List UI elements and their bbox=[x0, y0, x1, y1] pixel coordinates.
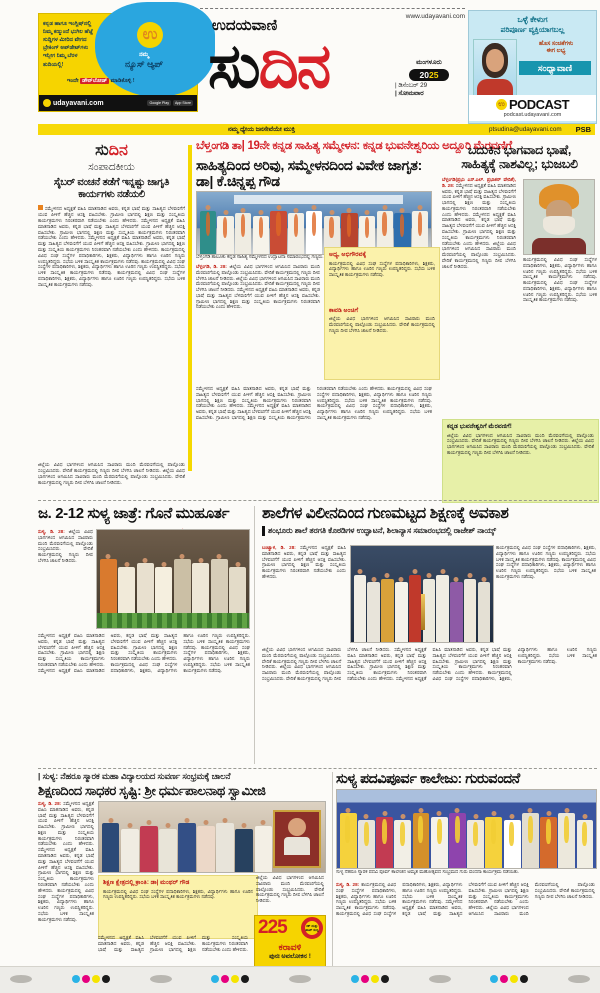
editorial-headline: ಸೈಬರ್ ವಂಚನೆ ತಡೆಗೆ ಇನ್ನಷ್ಟು ಜಾಗೃತಿ ಕಾರ್ಯಗಳು ನಡೆಯಲಿ bbox=[53, 177, 170, 201]
podcast-bottom bbox=[469, 95, 596, 121]
jatre-body-lower bbox=[38, 633, 250, 761]
mid-band-separator bbox=[38, 500, 597, 501]
portrait-body bbox=[532, 238, 585, 254]
photo-person-figure bbox=[235, 829, 253, 872]
reg-oval bbox=[10, 975, 32, 983]
photo-person-figure bbox=[270, 211, 286, 254]
green-box-title: ಕನ್ನಡ ಭುವನೇಶ್ವರಿಗೆ ಮೆರವಣಿಗೆ! bbox=[447, 423, 512, 430]
reg-oval bbox=[429, 975, 451, 983]
lead-yellow-box bbox=[324, 247, 440, 380]
podcast-ad[interactable] bbox=[468, 10, 597, 124]
second-dateline: ಬೆಳ್ತಂಗಡಿ(ಪ್ರಭು ಎಸ್.ಎಲ್. ಪ್ರಭಾಕರ್ ವೇದಿಕೆ), ಡಿ. 28: bbox=[442, 177, 516, 188]
photo-person-figure bbox=[216, 823, 234, 872]
cyan-dot bbox=[72, 975, 80, 983]
photo-person-figure bbox=[522, 813, 539, 868]
podcast-avail bbox=[519, 41, 593, 55]
lead-box-text2: ಜಿಲ್ಲೆಯ ವಿವಿಧ ಭಾಗಗಳಿಂದ ಆಗಮಿಸಿದ ಸಾವಿರಾರು ಮಂದಿ ಮೆರವಣಿಗೆಯಲ್ಲಿ ಪಾಲ್ಗೊಂಡು ಸಂಭ್ರಮಿಸಿದರು. ವೇದಿಕೆ ಕಾರ್ಯಕ್ರಮದಲ್ಲಿ ಗಣ್ಯರು ದೀಪ ಬೆಳಗಿಸಿ ಚಾಲನೆ ನೀಡಿದರು. bbox=[329, 316, 435, 333]
lead-body-text: ಸಮ್ಮೇಳನದ ಅಧ್ಯಕ್ಷತೆ ವಹಿಸಿ ಮಾತನಾಡಿದ ಅವರು, ಕನ್ನಡ ಭಾಷೆ ಮತ್ತು ಸಾಹಿತ್ಯದ ಬೆಳವಣಿಗೆಗೆ ಯುವ ಪೀಳಿಗೆ ಹೆಚ್ಚಿನ ಆಸಕ್ತಿ ವಹಿಸಬೇಕು. ಗ್ರಾಮೀಣ ಭಾಗದಲ್ಲಿ ಶಿಕ್ಷಣ ಮತ್ತು ಸಂಸ್ಕೃತಿಯ ಕಾರ್ಯಕ್ರಮಗಳು ನಿರಂತರವಾಗಿ ನಡೆಯಬೇಕು ಎಂದು ಹೇಳಿದರು. ಸಮ್ಮೇಳನದ ಅಧ್ಯಕ್ಷತೆ ವಹಿಸಿ ಮಾತನಾಡಿದ ಅವರು, ಕನ್ನಡ ಭಾಷೆ ಮತ್ತು ಸಾಹಿತ್ಯದ ಬೆಳವಣಿಗೆಗೆ ಯುವ ಪೀಳಿಗೆ ಹೆಚ್ಚಿನ ಆಸಕ್ತಿ ವಹಿಸಬೇಕು. ಗ್ರಾಮೀಣ ಭಾಗದಲ್ಲಿ ಶಿಕ್ಷಣ ಮತ್ತು ಸಂಸ್ಕೃತಿಯ ಕಾರ್ಯಕ್ರಮಗಳು ನಿರಂತರವಾಗಿ ನಡೆಯಬೇಕು ಎಂದು ಹೇಳಿದರು. bbox=[196, 386, 388, 420]
photo-person-figure bbox=[436, 575, 448, 642]
jatre-body-text: ಸಮ್ಮೇಳನದ ಅಧ್ಯಕ್ಷತೆ ವಹಿಸಿ ಮಾತನಾಡಿದ ಅವರು, ಕನ್ನಡ ಭಾಷೆ ಮತ್ತು ಸಾಹಿತ್ಯದ ಬೆಳವಣಿಗೆಗೆ ಯುವ ಪೀಳಿಗೆ ಹೆಚ್ಚಿನ ಆಸಕ್ತಿ ವಹಿಸಬೇಕು. ಗ್ರಾಮೀಣ ಭಾಗದಲ್ಲಿ ಶಿಕ್ಷಣ ಮತ್ತು ಸಂಸ್ಕೃತಿಯ ಕಾರ್ಯಕ್ರಮಗಳು ನಿರಂತರವಾಗಿ ನಡೆಯಬೇಕು ಎಂದು ಹೇಳಿದರು. ಸಮ್ಮೇಳನದ ಅಧ್ಯಕ್ಷತೆ ವಹಿಸಿ ಮಾತನಾಡಿದ ಅವರು, ಕನ್ನಡ ಭಾಷೆ ಮತ್ತು ಸಾಹಿತ್ಯದ ಬೆಳವಣಿಗೆಗೆ ಯುವ ಪೀಳಿಗೆ ಹೆಚ್ಚಿನ ಆಸಕ್ತಿ ವಹಿಸಬೇಕು. ಗ್ರಾಮೀಣ ಭಾಗದಲ್ಲಿ ಶಿಕ್ಷಣ ಮತ್ತು ಸಂಸ್ಕೃತಿಯ ಕಾರ್ಯಕ್ರಮಗಳು ನಿರಂತರವಾಗಿ ನಡೆಯಬೇಕು ಎಂದು ಹೇಳಿದರು. bbox=[38, 633, 178, 673]
ad-review-label: ಪುನಃ ಅವಲೋಕನ ! bbox=[269, 953, 311, 960]
pu-body-text: ಸಮ್ಮೇಳನದ ಅಧ್ಯಕ್ಷತೆ ವಹಿಸಿ ಮಾತನಾಡಿದ ಅವರು, ಕನ್ನಡ ಭಾಷೆ ಮತ್ತು ಸಾಹಿತ್ಯದ ಬೆಳವಣಿಗೆಗೆ ಯುವ ಪೀಳಿಗೆ ಹೆಚ್ಚಿನ ಆಸಕ್ತಿ ವಹಿಸಬೇಕು. ಗ್ರಾಮೀಣ ಭಾಗದಲ್ಲಿ ಶಿಕ್ಷಣ ಮತ್ತು ಸಂಸ್ಕೃತಿಯ ಕಾರ್ಯಕ್ರಮಗಳು ನಿರಂತರವಾಗಿ ನಡೆಯಬೇಕು ಎಂದು ಹೇಳಿದರು. bbox=[402, 882, 529, 916]
app-ad-line: ತುದಿಯಲ್ಲಿ! bbox=[43, 61, 64, 68]
jatre-headline: ಜ. 2-12 ಸುಳ್ಯ ಜಾತ್ರೆ: ಗೊನೆ ಮುಹೂರ್ತ bbox=[38, 505, 230, 522]
app-ad-ulogo: ಉ bbox=[137, 22, 163, 48]
bottom-band-divider bbox=[332, 772, 333, 984]
lead-box-text: ಕಾರ್ಯಕ್ರಮದಲ್ಲಿ ವಿವಿಧ ಸಂಘ ಸಂಸ್ಥೆಗಳ ಪದಾಧಿಕಾರಿಗಳು, ಶಿಕ್ಷಕರು, ವಿದ್ಯಾರ್ಥಿಗಳು ಹಾಗೂ ಊರಿನ ಗಣ್ಯರು ಉಪಸ್ಥಿತರಿದ್ದರು. ಸಭೆಯ ಬಳಿಕ ಸಾಂಸ್ಕೃತಿಕ ಕಾರ್ಯಕ್ರಮಗಳು ನಡೆದವು. bbox=[329, 260, 435, 278]
photo-person-figure bbox=[306, 211, 322, 254]
second-col1 bbox=[442, 177, 516, 415]
app-ad-bottombar bbox=[39, 95, 197, 111]
college-kicker: | ಸುಳ್ಯ: ನೆಹರೂ ಸ್ಮಾರಕ ಮಹಾ ವಿದ್ಯಾಲಯದ ಸುವರ್ಣ ಸಂಭ್ರಮಕ್ಕೆ ಚಾಲನೆ bbox=[38, 771, 231, 781]
pu-photo-caption: ಸುಳ್ಯ ನೆಹರೂ ಸ್ಮಾರಕ ಪದವಿ ಪೂರ್ವ ಕಾಲೇಜಿನ ಅಮೃತ ಮಹೋತ್ಸವದ ಸಂಭ್ರಮದ ಗುರು ವಂದನಾ ಕಾರ್ಯಕ್ರಮ ನಡೆಯಿತು. bbox=[336, 870, 520, 875]
registration-marks bbox=[10, 975, 590, 983]
lead-body-text: ಸಮ್ಮೇಳನದ ಅಧ್ಯಕ್ಷತೆ ವಹಿಸಿ ಮಾತನಾಡಿದ ಅವರು, ಕನ್ನಡ ಭಾಷೆ ಮತ್ತು ಸಾಹಿತ್ಯದ ಬೆಳವಣಿಗೆಗೆ ಯುವ ಪೀಳಿಗೆ ಹೆಚ್ಚಿನ ಆಸಕ್ತಿ ವಹಿಸಬೇಕು. ಗ್ರಾಮೀಣ ಭಾಗದಲ್ಲಿ ಶಿಕ್ಷಣ ಮತ್ತು ಸಂಸ್ಕೃತಿಯ ಕಾರ್ಯಕ್ರಮಗಳು ನಿರಂತರವಾಗಿ ನಡೆಯಬೇಕು ಎಂದು ಹೇಳಿದರು. bbox=[196, 287, 320, 310]
lead-photo bbox=[196, 191, 432, 255]
year-white: 20 bbox=[419, 70, 429, 80]
cmyk-dots bbox=[72, 975, 110, 983]
jatre-body-text: ಜಿಲ್ಲೆಯ ವಿವಿಧ ಭಾಗಗಳಿಂದ ಆಗಮಿಸಿದ ಸಾವಿರಾರು ಮಂದಿ ಮೆರವಣಿಗೆಯಲ್ಲಿ ಪಾಲ್ಗೊಂಡು ಸಂಭ್ರಮಿಸಿದರು. ವೇದಿಕೆ ಕಾರ್ಯಕ್ರಮದಲ್ಲಿ ಗಣ್ಯರು ದೀಪ ಬೆಳಗಿಸಿ ಚಾಲನೆ ನೀಡಿದರು. bbox=[38, 529, 93, 563]
bottom-band-separator bbox=[38, 768, 597, 769]
podcast-host-photo bbox=[473, 39, 517, 97]
college-col-right bbox=[256, 875, 324, 913]
editorial-body bbox=[38, 205, 185, 460]
photo-person-figure bbox=[395, 582, 407, 642]
editorial-lede-marker bbox=[38, 205, 43, 210]
photo-person-figure bbox=[137, 563, 154, 628]
photo-person-figure bbox=[394, 820, 411, 868]
cyan-dot bbox=[351, 975, 359, 983]
lead-box-subtitle: ಕಾವಡಿ ಅಂಚಿಗೆ bbox=[329, 306, 359, 314]
school-body-lower bbox=[262, 647, 597, 761]
photo-person-figure bbox=[253, 216, 269, 254]
school-dateline: ಬಂಟ್ವಾಳ, ಡಿ. 28: bbox=[262, 545, 296, 550]
second-col2 bbox=[523, 257, 597, 415]
lead-article bbox=[196, 158, 438, 498]
photo-person-figure bbox=[467, 820, 484, 868]
year-yellow: 25 bbox=[429, 70, 439, 80]
reg-oval bbox=[289, 975, 311, 983]
pu-photo bbox=[336, 789, 597, 869]
contact-email[interactable]: ptsudina@udayavani.com bbox=[489, 126, 562, 133]
podcast-line3: ಹೊಸ ಸಂಚಿಕೆಗಳು bbox=[538, 41, 574, 47]
cmyk-dots bbox=[490, 975, 528, 983]
podcast-show-badge: ಸಂಧ್ಯಾವಾಣಿ bbox=[519, 61, 591, 75]
ad-year-digit: 2 bbox=[258, 917, 268, 938]
portrait-face-inset bbox=[288, 818, 306, 836]
second-article bbox=[442, 143, 597, 498]
slogan: ನಮ್ಮ ಧ್ಯೇಯ ಜನಸೇವೆಯೇ ಮುಕ್ತಿ bbox=[228, 125, 296, 133]
second-body-text: ಜಿಲ್ಲೆಯ ವಿವಿಧ ಭಾಗಗಳಿಂದ ಆಗಮಿಸಿದ ಸಾವಿರಾರು ಮಂದಿ ಮೆರವಣಿಗೆಯಲ್ಲಿ ಪಾಲ್ಗೊಂಡು ಸಂಭ್ರಮಿಸಿದರು. ವೇದಿಕೆ ಕಾರ್ಯಕ್ರಮದಲ್ಲಿ ಗಣ್ಯರು ದೀಪ ಬೆಳಗಿಸಿ ಚಾಲನೆ ನೀಡಿದರು. bbox=[442, 240, 516, 269]
college-yellow-box bbox=[98, 875, 258, 939]
podcast-line4: ಈಗ ಲಭ್ಯ bbox=[546, 48, 566, 54]
masthead-url[interactable]: www.udayavani.com bbox=[405, 13, 465, 20]
college-photo-people bbox=[99, 802, 275, 872]
photo-person-figure bbox=[121, 829, 139, 872]
photo-person-figure bbox=[159, 829, 177, 872]
pu-body-text: ಜಿಲ್ಲೆಯ ವಿವಿಧ ಭಾಗಗಳಿಂದ ಆಗಮಿಸಿದ ಸಾವಿರಾರು ಮಂದಿ ಮೆರವಣಿಗೆಯಲ್ಲಿ ಪಾಲ್ಗೊಂಡು ಸಂಭ್ರಮಿಸಿದರು. ವೇದಿಕೆ ಕಾರ್ಯಕ್ರಮದಲ್ಲಿ ಗಣ್ಯರು ದೀಪ ಬೆಳಗಿಸಿ ಚಾಲನೆ ನೀಡಿದರು. bbox=[468, 882, 595, 916]
photo-person-figure bbox=[504, 820, 521, 868]
app-name-top: ನಮ್ಮ bbox=[139, 52, 149, 58]
yellow-dot bbox=[231, 975, 239, 983]
editorial-brand-red: ದಿನ bbox=[108, 142, 128, 159]
lead-body-col1 bbox=[196, 264, 320, 382]
masthead bbox=[0, 0, 600, 138]
masthead-center bbox=[200, 8, 465, 125]
portrait-beard bbox=[543, 216, 575, 235]
photo-person-figure bbox=[449, 813, 466, 868]
school-photo bbox=[350, 545, 494, 643]
photo-person-figure bbox=[235, 213, 251, 254]
school-body-text: ಕಾರ್ಯಕ್ರಮದಲ್ಲಿ ವಿವಿಧ ಸಂಘ ಸಂಸ್ಥೆಗಳ ಪದಾಧಿಕಾರಿಗಳು, ಶಿಕ್ಷಕರು, ವಿದ್ಯಾರ್ಥಿಗಳು ಹಾಗೂ ಊರಿನ ಗಣ್ಯರು ಉಪಸ್ಥಿತರಿದ್ದರು. ಸಭೆಯ ಬಳಿಕ ಸಾಂಸ್ಕೃತಿಕ ಕಾರ್ಯಕ್ರಮಗಳು ನಡೆದವು. bbox=[432, 647, 597, 681]
photo-person-figure bbox=[409, 575, 421, 642]
magenta-dot bbox=[361, 975, 369, 983]
second-headline-l2: ಸಾಹಿತ್ಯಕ್ಕೆ ನಾಶವಿಲ್ಲ; ಭುಜಬಲಿ bbox=[461, 157, 578, 172]
page-code: PSB bbox=[575, 125, 591, 134]
news-app-ad[interactable] bbox=[38, 13, 198, 112]
lead-headline: ಸಾಹಿತ್ಯದಿಂದ ಅರಿವು, ಸಮ್ಮೇಳನದಿಂದ ವಿವೇಕ ಜಾಗೃತ: ಡಾ| ಕೆ.ಚಿನ್ನಪ್ಪ ಗೌಡ bbox=[196, 158, 422, 189]
magenta-dot bbox=[82, 975, 90, 983]
black-dot bbox=[102, 975, 110, 983]
school-col1 bbox=[262, 545, 346, 641]
school-article bbox=[262, 505, 597, 765]
lead-kicker: ಬೆಳ್ತಂಗಡಿ ತಾ| 19ನೇ ಕನ್ನಡ ಸಾಹಿತ್ಯ ಸಮ್ಮೇಳನ: ಕನ್ನಡ ಭುವನೇಶ್ವರಿಯ ಅದ್ದೂರಿ ಮೆರವಣಿಗೆ bbox=[196, 140, 512, 152]
app-ad-line: ಕನ್ನಡ ಹಾಗೂ ಇಂಗ್ಲಿಷ್‌ನಲ್ಲಿ bbox=[43, 21, 92, 27]
second-body-text: ಕಾರ್ಯಕ್ರಮದಲ್ಲಿ ವಿವಿಧ ಸಂಘ ಸಂಸ್ಥೆಗಳ ಪದಾಧಿಕಾರಿಗಳು, ಶಿಕ್ಷಕರು, ವಿದ್ಯಾರ್ಥಿಗಳು ಹಾಗೂ ಊರಿನ ಗಣ್ಯರು ಉಪಸ್ಥಿತರಿದ್ದರು. ಸಭೆಯ ಬಳಿಕ ಸಾಂಸ್ಕೃತಿಕ ಕಾರ್ಯಕ್ರಮಗಳು ನಡೆದವು. ಕಾರ್ಯಕ್ರಮದಲ್ಲಿ ವಿವಿಧ ಸಂಘ ಸಂಸ್ಥೆಗಳ ಪದಾಧಿಕಾರಿಗಳು, ಶಿಕ್ಷಕರು, ವಿದ್ಯಾರ್ಥಿಗಳು ಹಾಗೂ ಊರಿನ ಗಣ್ಯರು ಉಪಸ್ಥಿತರಿದ್ದರು. ಸಭೆಯ ಬಳಿಕ ಸಾಂಸ್ಕೃತಿಕ ಕಾರ್ಯಕ್ರಮಗಳು ನಡೆದವು. bbox=[523, 257, 597, 303]
photo-person-figure bbox=[376, 817, 393, 868]
photo-person-figure bbox=[192, 563, 209, 628]
college-photo bbox=[98, 801, 326, 873]
photo-person-figure bbox=[478, 582, 490, 642]
black-dot bbox=[520, 975, 528, 983]
photo-person-figure bbox=[340, 813, 357, 868]
lead-photo-people bbox=[197, 192, 431, 254]
reg-oval bbox=[568, 975, 590, 983]
pu-body-text: ಕಾರ್ಯಕ್ರಮದಲ್ಲಿ ವಿವಿಧ ಸಂಘ ಸಂಸ್ಥೆಗಳ ಪದಾಧಿಕಾರಿಗಳು, ಶಿಕ್ಷಕರು, ವಿದ್ಯಾರ್ಥಿಗಳು ಹಾಗೂ ಊರಿನ ಗಣ್ಯರು ಉಪಸ್ಥಿತರಿದ್ದರು. ಸಭೆಯ ಬಳಿಕ ಸಾಂಸ್ಕೃತಿಕ ಕಾರ್ಯಕ್ರಮಗಳು ನಡೆದವು. ಕಾರ್ಯಕ್ರಮದಲ್ಲಿ ವಿವಿಧ ಸಂಘ ಸಂಸ್ಥೆಗಳ ಪದಾಧಿಕಾರಿಗಳು, ಶಿಕ್ಷಕರು, ವಿದ್ಯಾರ್ಥಿಗಳು ಹಾಗೂ ಊರಿನ ಗಣ್ಯರು ಉಪಸ್ಥಿತರಿದ್ದರು. ಸಭೆಯ ಬಳಿಕ ಸಾಂಸ್ಕೃತಿಕ ಕಾರ್ಯಕ್ರಮಗಳು ನಡೆದವು. bbox=[336, 882, 463, 916]
lead-photo-caption: ಬೆಳ್ತಂಗಡಿ ತಾಲೂಕು ಕನ್ನಡ ಸಾಹಿತ್ಯ ಸಮ್ಮೇಳನದ ಉದ್ಘಾಟನಾ ಸಮಾರಂಭದಲ್ಲಿ ಗಣ್ಯರು. bbox=[196, 255, 324, 260]
lead-dateline: ಬೆಳ್ತಂಗಡಿ, ಡಿ. 28: bbox=[196, 264, 227, 269]
photo-person-figure bbox=[100, 559, 117, 628]
yellow-dot bbox=[371, 975, 379, 983]
photo-person-figure bbox=[358, 820, 375, 868]
editorial-body-text: ಸಮ್ಮೇಳನದ ಅಧ್ಯಕ್ಷತೆ ವಹಿಸಿ ಮಾತನಾಡಿದ ಅವರು, ಕನ್ನಡ ಭಾಷೆ ಮತ್ತು ಸಾಹಿತ್ಯದ ಬೆಳವಣಿಗೆಗೆ ಯುವ ಪೀಳಿಗೆ ಹೆಚ್ಚಿನ ಆಸಕ್ತಿ ವಹಿಸಬೇಕು. ಗ್ರಾಮೀಣ ಭಾಗದಲ್ಲಿ ಶಿಕ್ಷಣ ಮತ್ತು ಸಂಸ್ಕೃತಿಯ ಕಾರ್ಯಕ್ರಮಗಳು ನಿರಂತರವಾಗಿ ನಡೆಯಬೇಕು ಎಂದು ಹೇಳಿದರು. ಸಮ್ಮೇಳನದ ಅಧ್ಯಕ್ಷತೆ ವಹಿಸಿ ಮಾತನಾಡಿದ ಅವರು, ಕನ್ನಡ ಭಾಷೆ ಮತ್ತು ಸಾಹಿತ್ಯದ ಬೆಳವಣಿಗೆಗೆ ಯುವ ಪೀಳಿಗೆ ಹೆಚ್ಚಿನ ಆಸಕ್ತಿ ವಹಿಸಬೇಕು. ಗ್ರಾಮೀಣ ಭಾಗದಲ್ಲಿ ಶಿಕ್ಷಣ ಮತ್ತು ಸಂಸ್ಕೃತಿಯ ಕಾರ್ಯಕ್ರಮಗಳು ನಿರಂತರವಾಗಿ ನಡೆಯಬೇಕು ಎಂದು ಹೇಳಿದರು. ಸಮ್ಮೇಳನದ ಅಧ್ಯಕ್ಷತೆ ವಹಿಸಿ ಮಾತನಾಡಿದ ಅವರು, ಕನ್ನಡ ಭಾಷೆ ಮತ್ತು ಸಾಹಿತ್ಯದ ಬೆಳವಣಿಗೆಗೆ ಯುವ ಪೀಳಿಗೆ ಹೆಚ್ಚಿನ ಆಸಕ್ತಿ ವಹಿಸಬೇಕು. ಗ್ರಾಮೀಣ ಭಾಗದಲ್ಲಿ ಶಿಕ್ಷಣ ಮತ್ತು ಸಂಸ್ಕೃತಿಯ ಕಾರ್ಯಕ್ರಮಗಳು ನಿರಂತರವಾಗಿ ನಡೆಯಬೇಕು ಎಂದು ಹೇಳಿದರು. bbox=[38, 206, 185, 252]
school-photo-people bbox=[351, 546, 493, 642]
cyan-dot bbox=[490, 975, 498, 983]
college-dateline: ಸುಳ್ಯ, ಡಿ. 28: bbox=[38, 801, 62, 806]
app-cta[interactable] bbox=[67, 78, 195, 85]
yellow-dot bbox=[510, 975, 518, 983]
jatre-photo bbox=[96, 529, 250, 629]
host-blouse bbox=[477, 79, 512, 96]
photo-person-figure bbox=[102, 823, 120, 872]
pu-photo-people bbox=[337, 790, 596, 868]
photo-person-figure bbox=[174, 559, 191, 628]
jatre-article bbox=[38, 505, 250, 765]
masthead-strip bbox=[38, 124, 595, 135]
pu-headline: ಸುಳ್ಯ ಪದವಿಪೂರ್ವ ಕಾಲೇಜು: ಗುರುವಂದನೆ bbox=[336, 770, 520, 786]
podcast-wordmark: PODCAST bbox=[508, 97, 570, 112]
photo-person-figure bbox=[464, 579, 476, 642]
photo-person-figure bbox=[450, 582, 462, 642]
podcast-line1: ಒಳ್ಳೆ ಕೇಳುಗ bbox=[517, 15, 548, 24]
photo-person-figure bbox=[381, 579, 393, 642]
app-ad-line: ಬ್ರೇಕಿಂಗ್ ಅಪ್‌ಡೇಟ್‌ಗಳು bbox=[43, 45, 89, 52]
cta-word: ಇಂದೇ bbox=[67, 78, 79, 84]
reg-oval bbox=[150, 975, 172, 983]
city-label: ಮಂಗಳೂರು bbox=[416, 59, 442, 66]
app-ad-line: ಸುದ್ದಿಗಳ ಮೀರಿದ ವೇಗದ bbox=[43, 37, 87, 44]
podcast-line2: ಪರಿಪೂರ್ಣ ವ್ಯಕ್ತಿಯಾಗಬಲ್ಲ bbox=[500, 25, 565, 34]
college-body-text: ಸಮ್ಮೇಳನದ ಅಧ್ಯಕ್ಷತೆ ವಹಿಸಿ ಮಾತನಾಡಿದ ಅವರು, ಕನ್ನಡ ಭಾಷೆ ಮತ್ತು ಸಾಹಿತ್ಯದ ಬೆಳವಣಿಗೆಗೆ ಯುವ ಪೀಳಿಗೆ ಹೆಚ್ಚಿನ ಆಸಕ್ತಿ ವಹಿಸಬೇಕು. ಗ್ರಾಮೀಣ ಭಾಗದಲ್ಲಿ ಶಿಕ್ಷಣ ಮತ್ತು ಸಂಸ್ಕೃತಿಯ ಕಾರ್ಯಕ್ರಮಗಳು ನಿರಂತರವಾಗಿ ನಡೆಯಬೇಕು ಎಂದು ಹೇಳಿದರು. bbox=[98, 935, 248, 952]
college-box-text: ಕಾರ್ಯಕ್ರಮದಲ್ಲಿ ವಿವಿಧ ಸಂಘ ಸಂಸ್ಥೆಗಳ ಪದಾಧಿಕಾರಿಗಳು, ಶಿಕ್ಷಕರು, ವಿದ್ಯಾರ್ಥಿಗಳು ಹಾಗೂ ಊರಿನ ಗಣ್ಯರು ಉಪಸ್ಥಿತರಿದ್ದರು. ಸಭೆಯ ಬಳಿಕ ಸಾಂಸ್ಕೃತಿಕ ಕಾರ್ಯಕ್ರಮಗಳು ನಡೆದವು. bbox=[103, 888, 253, 900]
portrait-body-inset bbox=[284, 837, 310, 855]
lead-body-text: ಕಾರ್ಯಕ್ರಮದಲ್ಲಿ ವಿವಿಧ ಸಂಘ ಸಂಸ್ಥೆಗಳ ಪದಾಧಿಕಾರಿಗಳು, ಶಿಕ್ಷಕರು, ವಿದ್ಯಾರ್ಥಿಗಳು ಹಾಗೂ ಊರಿನ ಗಣ್ಯರು ಉಪಸ್ಥಿತರಿದ್ದರು. ಸಭೆಯ ಬಳಿಕ ಸಾಂಸ್ಕೃತಿಕ ಕಾರ್ಯಕ್ರಮಗಳು ನಡೆದವು. ಕಾರ್ಯಕ್ರಮದಲ್ಲಿ ವಿವಿಧ ಸಂಘ ಸಂಸ್ಥೆಗಳ ಪದಾಧಿಕಾರಿಗಳು, ಶಿಕ್ಷಕರು, ವಿದ್ಯಾರ್ಥಿಗಳು ಹಾಗೂ ಊರಿನ ಗಣ್ಯರು ಉಪಸ್ಥಿತರಿದ್ದರು. ಸಭೆಯ ಬಳಿಕ ಸಾಂಸ್ಕೃತಿಕ ಕಾರ್ಯಕ್ರಮಗಳು ನಡೆದವು. bbox=[317, 386, 432, 420]
photo-person-figure bbox=[354, 575, 366, 642]
editorial-brand-black: ಸು bbox=[95, 142, 109, 159]
college-article bbox=[38, 771, 328, 985]
photo-person-figure bbox=[217, 216, 233, 254]
ad-karavali-label: ಕರಾವಳಿ bbox=[278, 942, 302, 952]
photo-person-figure bbox=[431, 817, 448, 868]
school-body-text: ಕಾರ್ಯಕ್ರಮದಲ್ಲಿ ವಿವಿಧ ಸಂಘ ಸಂಸ್ಥೆಗಳ ಪದಾಧಿಕಾರಿಗಳು, ಶಿಕ್ಷಕರು, ವಿದ್ಯಾರ್ಥಿಗಳು ಹಾಗೂ ಊರಿನ ಗಣ್ಯರು ಉಪಸ್ಥಿತರಿದ್ದರು. ಸಭೆಯ ಬಳಿಕ ಸಾಂಸ್ಕೃತಿಕ ಕಾರ್ಯಕ್ರಮಗಳು ನಡೆದವು. ಕಾರ್ಯಕ್ರಮದಲ್ಲಿ ವಿವಿಧ ಸಂಘ ಸಂಸ್ಥೆಗಳ ಪದಾಧಿಕಾರಿಗಳು, ಶಿಕ್ಷಕರು, ವಿದ್ಯಾರ್ಥಿಗಳು ಹಾಗೂ ಊರಿನ ಗಣ್ಯರು ಉಪಸ್ಥಿತರಿದ್ದರು. ಸಭೆಯ ಬಳಿಕ ಸಾಂಸ್ಕೃತಿಕ ಕಾರ್ಯಕ್ರಮಗಳು ನಡೆದವು. bbox=[496, 545, 596, 579]
second-portrait-photo bbox=[523, 179, 595, 255]
college-box-title: ಶಿಕ್ಷಣ ಕ್ಷೇತ್ರದಲ್ಲಿ ಕ್ರಾಂತಿ: ಡಾ| ಮಂಥರ್ ಗೌಡ bbox=[103, 879, 190, 886]
editorial-yellow-rule bbox=[188, 145, 192, 471]
school-body-text: ಜಿಲ್ಲೆಯ ವಿವಿಧ ಭಾಗಗಳಿಂದ ಆಗಮಿಸಿದ ಸಾವಿರಾರು ಮಂದಿ ಮೆರವಣಿಗೆಯಲ್ಲಿ ಪಾಲ್ಗೊಂಡು ಸಂಭ್ರಮಿಸಿದರು. ವೇದಿಕೆ ಕಾರ್ಯಕ್ರಮದಲ್ಲಿ ಗಣ್ಯರು ದೀಪ ಬೆಳಗಿಸಿ ಚಾಲನೆ ನೀಡಿದರು. ಜಿಲ್ಲೆಯ ವಿವಿಧ ಭಾಗಗಳಿಂದ ಆಗಮಿಸಿದ ಸಾವಿರಾರು ಮಂದಿ ಮೆರವಣಿಗೆಯಲ್ಲಿ ಪಾಲ್ಗೊಂಡು ಸಂಭ್ರಮಿಸಿದರು. ವೇದಿಕೆ ಕಾರ್ಯಕ್ರಮದಲ್ಲಿ ಗಣ್ಯರು ದೀಪ ಬೆಳಗಿಸಿ ಚಾಲನೆ ನೀಡಿದರು. bbox=[262, 647, 395, 681]
app-name-main: ನ್ಯೂಸ್ ಆ್ಯಪ್ bbox=[124, 59, 164, 69]
photo-person-figure bbox=[211, 559, 228, 628]
lead-box-title: ಅಧ್ಯ, ಅಭಿಗೌರವಕ್ಕೆ bbox=[329, 251, 367, 258]
jatre-col1 bbox=[38, 529, 93, 629]
school-subhead: ಶಂಭೂರು ಶಾಲೆ ತರಗತಿ ಕೊಠಡಿಗಳ ಉದ್ಘಾಟನೆ, ಶಿಲಾನ್ಯಾಸ ಸಮಾರಂಭದಲ್ಲಿ ರಾಜೇಶ್ ನಾಯ್ಕ್ bbox=[262, 526, 597, 536]
footer-strip bbox=[0, 966, 600, 993]
cyan-dot bbox=[211, 975, 219, 983]
karavali-ad[interactable] bbox=[254, 915, 326, 967]
brand-top: ಉದಯವಾಣಿ bbox=[212, 17, 278, 34]
second-body-text: ಸಮ್ಮೇಳನದ ಅಧ್ಯಕ್ಷತೆ ವಹಿಸಿ ಮಾತನಾಡಿದ ಅವರು, ಕನ್ನಡ ಭಾಷೆ ಮತ್ತು ಸಾಹಿತ್ಯದ ಬೆಳವಣಿಗೆಗೆ ಯುವ ಪೀಳಿಗೆ ಹೆಚ್ಚಿನ ಆಸಕ್ತಿ ವಹಿಸಬೇಕು. ಗ್ರಾಮೀಣ ಭಾಗದಲ್ಲಿ ಶಿಕ್ಷಣ ಮತ್ತು ಸಂಸ್ಕೃತಿಯ ಕಾರ್ಯಕ್ರಮಗಳು ನಿರಂತರವಾಗಿ ನಡೆಯಬೇಕು ಎಂದು ಹೇಳಿದರು. ಸಮ್ಮೇಳನದ ಅಧ್ಯಕ್ಷತೆ ವಹಿಸಿ ಮಾತನಾಡಿದ ಅವರು, ಕನ್ನಡ ಭಾಷೆ ಮತ್ತು ಸಾಹಿತ್ಯದ ಬೆಳವಣಿಗೆಗೆ ಯುವ ಪೀಳಿಗೆ ಹೆಚ್ಚಿನ ಆಸಕ್ತಿ ವಹಿಸಬೇಕು. ಗ್ರಾಮೀಣ ಭಾಗದಲ್ಲಿ ಶಿಕ್ಷಣ ಮತ್ತು ಸಂಸ್ಕೃತಿಯ ಕಾರ್ಯಕ್ರಮಗಳು ನಿರಂತರವಾಗಿ ನಡೆಯಬೇಕು ಎಂದು ಹೇಳಿದರು. bbox=[442, 182, 516, 246]
photo-person-figure bbox=[155, 567, 172, 628]
college-body-text: ಕಾರ್ಯಕ್ರಮದಲ್ಲಿ ವಿವಿಧ ಸಂಘ ಸಂಸ್ಥೆಗಳ ಪದಾಧಿಕಾರಿಗಳು, ಶಿಕ್ಷಕರು, ವಿದ್ಯಾರ್ಥಿಗಳು ಹಾಗೂ ಊರಿನ ಗಣ್ಯರು ಉಪಸ್ಥಿತರಿದ್ದರು. ಸಭೆಯ ಬಳಿಕ ಸಾಂಸ್ಕೃತಿಕ ಕಾರ್ಯಕ್ರಮಗಳು ನಡೆದವು. bbox=[38, 887, 94, 922]
photo-person-figure bbox=[288, 213, 304, 254]
jatre-photo-people bbox=[97, 530, 249, 628]
school-headline: ಶಾಲೆಗಳ ವಿಲೀನದಿಂದ ಗುಣಮಟ್ಟದ ಶಿಕ್ಷಣಕ್ಕೆ ಅವಕಾಶ bbox=[262, 505, 509, 522]
podcast-ulogo-icon: ಉ bbox=[496, 99, 507, 110]
editorial-label: ಸಂಪಾದಕೀಯ bbox=[88, 161, 135, 173]
black-dot bbox=[381, 975, 389, 983]
photo-person-figure bbox=[197, 826, 215, 872]
photo-person-figure bbox=[423, 579, 435, 642]
app-name bbox=[109, 52, 179, 70]
photo-person-figure bbox=[485, 817, 502, 868]
app-ad-brand-url[interactable]: udayavani.com bbox=[53, 99, 104, 107]
ad-year-digits: 25 bbox=[267, 917, 287, 938]
app-store-badge[interactable]: App Store bbox=[175, 101, 191, 105]
day-label: | ಸೋಮವಾರ bbox=[395, 90, 424, 97]
college-headline: ಶಿಕ್ಷಣದಿಂದ ಸಾಧಕರ ಸೃಷ್ಟಿ: ಶ್ರೀ ಧರ್ಮಪಾಲನಾಥ ಸ್ವಾಮೀಜಿ bbox=[38, 783, 266, 798]
podcast-url[interactable]: podcast.udayavani.com bbox=[503, 112, 562, 118]
brand-main bbox=[208, 27, 329, 108]
photo-person-figure bbox=[577, 820, 594, 868]
college-col1 bbox=[38, 801, 94, 983]
photo-person-figure bbox=[255, 826, 273, 872]
editorial-column bbox=[38, 142, 185, 556]
editorial-body-text: ಕಾರ್ಯಕ್ರಮದಲ್ಲಿ ವಿವಿಧ ಸಂಘ ಸಂಸ್ಥೆಗಳ ಪದಾಧಿಕಾರಿಗಳು, ಶಿಕ್ಷಕರು, ವಿದ್ಯಾರ್ಥಿಗಳು ಹಾಗೂ ಊರಿನ ಗಣ್ಯರು ಉಪಸ್ಥಿತರಿದ್ದರು. ಸಭೆಯ ಬಳಿಕ ಸಾಂಸ್ಕೃತಿಕ ಕಾರ್ಯಕ್ರಮಗಳು ನಡೆದವು. ಕಾರ್ಯಕ್ರಮದಲ್ಲಿ ವಿವಿಧ ಸಂಘ ಸಂಸ್ಥೆಗಳ ಪದಾಧಿಕಾರಿಗಳು, ಶಿಕ್ಷಕರು, ವಿದ್ಯಾರ್ಥಿಗಳು ಹಾಗೂ ಊರಿನ ಗಣ್ಯರು ಉಪಸ್ಥಿತರಿದ್ದರು. ಸಭೆಯ ಬಳಿಕ ಸಾಂಸ್ಕೃತಿಕ ಕಾರ್ಯಕ್ರಮಗಳು ನಡೆದವು. ಕಾರ್ಯಕ್ರಮದಲ್ಲಿ ವಿವಿಧ ಸಂಘ ಸಂಸ್ಥೆಗಳ ಪದಾಧಿಕಾರಿಗಳು, ಶಿಕ್ಷಕರು, ವಿದ್ಯಾರ್ಥಿಗಳು ಹಾಗೂ ಊರಿನ ಗಣ್ಯರು ಉಪಸ್ಥಿತರಿದ್ದರು. ಸಭೆಯ ಬಳಿಕ ಸಾಂಸ್ಕೃತಿಕ ಕಾರ್ಯಕ್ರಮಗಳು ನಡೆದವು. bbox=[38, 246, 185, 287]
school-body-text: ಸಮ್ಮೇಳನದ ಅಧ್ಯಕ್ಷತೆ ವಹಿಸಿ ಮಾತನಾಡಿದ ಅವರು, ಕನ್ನಡ ಭಾಷೆ ಮತ್ತು ಸಾಹಿತ್ಯದ ಬೆಳವಣಿಗೆಗೆ ಯುವ ಪೀಳಿಗೆ ಹೆಚ್ಚಿನ ಆಸಕ್ತಿ ವಹಿಸಬೇಕು. ಗ್ರಾಮೀಣ ಭಾಗದಲ್ಲಿ ಶಿಕ್ಷಣ ಮತ್ತು ಸಂಸ್ಕೃತಿಯ ಕಾರ್ಯಕ್ರಮಗಳು ನಿರಂತರವಾಗಿ ನಡೆಯಬೇಕು ಎಂದು ಹೇಳಿದರು. bbox=[262, 545, 346, 579]
year-badge bbox=[409, 69, 449, 81]
second-headline-l1: ಬದುಕಿನ ಭಾಗವಾದ ಭಾಷೆ, bbox=[467, 143, 572, 157]
ad-circle-text: ಕಿಕ್ ಮತ್ತು ಹಾಟ್ ಸುದ್ದಿ bbox=[305, 924, 319, 932]
cmyk-dots bbox=[351, 975, 389, 983]
college-body-text: ಸಮ್ಮೇಳನದ ಅಧ್ಯಕ್ಷತೆ ವಹಿಸಿ ಮಾತನಾಡಿದ ಅವರು, ಕನ್ನಡ ಭಾಷೆ ಮತ್ತು ಸಾಹಿತ್ಯದ ಬೆಳವಣಿಗೆಗೆ ಯುವ ಪೀಳಿಗೆ ಹೆಚ್ಚಿನ ಆಸಕ್ತಿ ವಹಿಸಬೇಕು. ಗ್ರಾಮೀಣ ಭಾಗದಲ್ಲಿ ಶಿಕ್ಷಣ ಮತ್ತು ಸಂಸ್ಕೃತಿಯ ಕಾರ್ಯಕ್ರಮಗಳು ನಿರಂತರವಾಗಿ ನಡೆಯಬೇಕು ಎಂದು ಹೇಳಿದರು. ಸಮ್ಮೇಳನದ ಅಧ್ಯಕ್ಷತೆ ವಹಿಸಿ ಮಾತನಾಡಿದ ಅವರು, ಕನ್ನಡ ಭಾಷೆ ಮತ್ತು ಸಾಹಿತ್ಯದ ಬೆಳವಣಿಗೆಗೆ ಯುವ ಪೀಳಿಗೆ ಹೆಚ್ಚಿನ ಆಸಕ್ತಿ ವಹಿಸಬೇಕು. ಗ್ರಾಮೀಣ ಭಾಗದಲ್ಲಿ ಶಿಕ್ಷಣ ಮತ್ತು ಸಂಸ್ಕೃತಿಯ ಕಾರ್ಯಕ್ರಮಗಳು ನಿರಂತರವಾಗಿ ನಡೆಯಬೇಕು ಎಂದು ಹೇಳಿದರು. bbox=[38, 801, 94, 893]
photo-person-figure bbox=[200, 211, 216, 254]
magenta-dot bbox=[500, 975, 508, 983]
photo-person-figure bbox=[178, 823, 196, 872]
google-play-badge[interactable]: Google Play bbox=[149, 101, 170, 105]
cta-download: ಡೌನ್‌ಲೋಡ್ bbox=[82, 78, 108, 84]
cta-word: ಮಾಡಿಕೊಳ್ಳಿ ! bbox=[110, 78, 135, 84]
black-dot bbox=[241, 975, 249, 983]
college-photo-portrait bbox=[273, 810, 321, 868]
school-body-text: ಸಮ್ಮೇಳನದ ಅಧ್ಯಕ್ಷತೆ ವಹಿಸಿ ಮಾತನಾಡಿದ ಅವರು, ಕನ್ನಡ ಭಾಷೆ ಮತ್ತು ಸಾಹಿತ್ಯದ ಬೆಳವಣಿಗೆಗೆ ಯುವ ಪೀಳಿಗೆ ಹೆಚ್ಚಿನ ಆಸಕ್ತಿ ವಹಿಸಬೇಕು. ಗ್ರಾಮೀಣ ಭಾಗದಲ್ಲಿ ಶಿಕ್ಷಣ ಮತ್ತು ಸಂಸ್ಕೃತಿಯ ಕಾರ್ಯಕ್ರಮಗಳು ನಿರಂತರವಾಗಿ ನಡೆಯಬೇಕು ಎಂದು ಹೇಳಿದರು. ಸಮ್ಮೇಳನದ ಅಧ್ಯಕ್ಷತೆ ವಹಿಸಿ ಮಾತನಾಡಿದ ಅವರು, ಕನ್ನಡ ಭಾಷೆ ಮತ್ತು ಸಾಹಿತ್ಯದ ಬೆಳವಣಿಗೆಗೆ ಯುವ ಪೀಳಿಗೆ ಹೆಚ್ಚಿನ ಆಸಕ್ತಿ ವಹಿಸಬೇಕು. ಗ್ರಾಮೀಣ ಭಾಗದಲ್ಲಿ ಶಿಕ್ಷಣ ಮತ್ತು ಸಂಸ್ಕೃತಿಯ ಕಾರ್ಯಕ್ರಮಗಳು ನಿರಂತರವಾಗಿ ನಡೆಯಬೇಕು ಎಂದು ಹೇಳಿದರು. bbox=[347, 647, 512, 681]
magenta-dot bbox=[221, 975, 229, 983]
photo-person-figure bbox=[413, 813, 430, 868]
app-ad-line: ನಿಮ್ಮ ಕಣ್ಮುಂದೆ ಭುಗಿಲ ಹೆಜ್ಜೆ bbox=[43, 29, 93, 36]
yellow-dot bbox=[92, 975, 100, 983]
green-box-text: ಜಿಲ್ಲೆಯ ವಿವಿಧ ಭಾಗಗಳಿಂದ ಆಗಮಿಸಿದ ಸಾವಿರಾರು ಮಂದಿ ಮೆರವಣಿಗೆಯಲ್ಲಿ ಪಾಲ್ಗೊಂಡು ಸಂಭ್ರಮಿಸಿದರು. ವೇದಿಕೆ ಕಾರ್ಯಕ್ರಮದಲ್ಲಿ ಗಣ್ಯರು ದೀಪ ಬೆಳಗಿಸಿ ಚಾಲನೆ ನೀಡಿದರು. ಜಿಲ್ಲೆಯ ವಿವಿಧ ಭಾಗಗಳಿಂದ ಆಗಮಿಸಿದ ಸಾವಿರಾರು ಮಂದಿ ಮೆರವಣಿಗೆಯಲ್ಲಿ ಪಾಲ್ಗೊಂಡು ಸಂಭ್ರಮಿಸಿದರು. ವೇದಿಕೆ ಕಾರ್ಯಕ್ರಮದಲ್ಲಿ ಗಣ್ಯರು ದೀಪ ಬೆಳಗಿಸಿ ಚಾಲನೆ ನೀಡಿದರು. bbox=[447, 432, 594, 455]
photo-person-figure bbox=[118, 567, 135, 628]
pu-article bbox=[336, 770, 597, 985]
mid-band-divider bbox=[254, 506, 255, 764]
udayavani-dot-icon bbox=[43, 99, 51, 107]
photo-person-figure bbox=[140, 826, 158, 872]
jatre-dateline: ಸುಳ್ಯ, ಡಿ. 28: bbox=[38, 529, 65, 534]
cmyk-dots bbox=[211, 975, 249, 983]
date-label: | ಡಿಸೆಂಬರ್ 29 bbox=[395, 82, 428, 89]
photo-person-figure bbox=[229, 567, 246, 628]
editorial-body-text: ಜಿಲ್ಲೆಯ ವಿವಿಧ ಭಾಗಗಳಿಂದ ಆಗಮಿಸಿದ ಸಾವಿರಾರು ಮಂದಿ ಮೆರವಣಿಗೆಯಲ್ಲಿ ಪಾಲ್ಗೊಂಡು ಸಂಭ್ರಮಿಸಿದರು. ವೇದಿಕೆ ಕಾರ್ಯಕ್ರಮದಲ್ಲಿ ಗಣ್ಯರು ದೀಪ ಬೆಳಗಿಸಿ ಚಾಲನೆ ನೀಡಿದರು. ಜಿಲ್ಲೆಯ ವಿವಿಧ ಭಾಗಗಳಿಂದ ಆಗಮಿಸಿದ ಸಾವಿರಾರು ಮಂದಿ ಮೆರವಣಿಗೆಯಲ್ಲಿ ಪಾಲ್ಗೊಂಡು ಸಂಭ್ರಮಿಸಿದರು. ವೇದಿಕೆ ಕಾರ್ಯಕ್ರಮದಲ್ಲಿ ಗಣ್ಯರು ದೀಪ ಬೆಳಗಿಸಿ ಚಾಲನೆ ನೀಡಿದರು. bbox=[38, 462, 185, 485]
brand-main-red: ದಿನ bbox=[258, 32, 330, 101]
photo-person-figure bbox=[558, 813, 575, 868]
app-ad-line: ಇನ್ನೀಗ ನಿಮ್ಮ ಬೆರಳ bbox=[43, 53, 78, 60]
date-block bbox=[395, 59, 463, 98]
college-body-text: ಜಿಲ್ಲೆಯ ವಿವಿಧ ಭಾಗಗಳಿಂದ ಆಗಮಿಸಿದ ಸಾವಿರಾರು ಮಂದಿ ಮೆರವಣಿಗೆಯಲ್ಲಿ ಪಾಲ್ಗೊಂಡು ಸಂಭ್ರಮಿಸಿದರು. ವೇದಿಕೆ ಕಾರ್ಯಕ್ರಮದಲ್ಲಿ ಗಣ್ಯರು ದೀಪ ಬೆಳಗಿಸಿ ಚಾಲನೆ ನೀಡಿದರು. bbox=[256, 875, 324, 904]
lead-body-lower bbox=[196, 386, 432, 496]
jatre-body-text: ಕಾರ್ಯಕ್ರಮದಲ್ಲಿ ವಿವಿಧ ಸಂಘ ಸಂಸ್ಥೆಗಳ ಪದಾಧಿಕಾರಿಗಳು, ಶಿಕ್ಷಕರು, ವಿದ್ಯಾರ್ಥಿಗಳು ಹಾಗೂ ಊರಿನ ಗಣ್ಯರು ಉಪಸ್ಥಿತರಿದ್ದರು. ಸಭೆಯ ಬಳಿಕ ಸಾಂಸ್ಕೃತಿಕ ಕಾರ್ಯಕ್ರಮಗಳು ನಡೆದವು. ಕಾರ್ಯಕ್ರಮದಲ್ಲಿ ವಿವಿಧ ಸಂಘ ಸಂಸ್ಥೆಗಳ ಪದಾಧಿಕಾರಿಗಳು, ಶಿಕ್ಷಕರು, ವಿದ್ಯಾರ್ಥಿಗಳು ಹಾಗೂ ಊರಿನ ಗಣ್ಯರು ಉಪಸ್ಥಿತರಿದ್ದರು. ಸಭೆಯ ಬಳಿಕ ಸಾಂಸ್ಕೃತಿಕ ಕಾರ್ಯಕ್ರಮಗಳು ನಡೆದವು. bbox=[110, 633, 250, 673]
brand-main-black: ಸು bbox=[208, 32, 259, 101]
pu-dateline: ಸುಳ್ಯ, ಡಿ. 28: bbox=[336, 882, 360, 887]
lead-body-text: ಜಿಲ್ಲೆಯ ವಿವಿಧ ಭಾಗಗಳಿಂದ ಆಗಮಿಸಿದ ಸಾವಿರಾರು ಮಂದಿ ಮೆರವಣಿಗೆಯಲ್ಲಿ ಪಾಲ್ಗೊಂಡು ಸಂಭ್ರಮಿಸಿದರು. ವೇದಿಕೆ ಕಾರ್ಯಕ್ರಮದಲ್ಲಿ ಗಣ್ಯರು ದೀಪ ಬೆಳಗಿಸಿ ಚಾಲನೆ ನೀಡಿದರು. ಜಿಲ್ಲೆಯ ವಿವಿಧ ಭಾಗಗಳಿಂದ ಆಗಮಿಸಿದ ಸಾವಿರಾರು ಮಂದಿ ಮೆರವಣಿಗೆಯಲ್ಲಿ ಪಾಲ್ಗೊಂಡು ಸಂಭ್ರಮಿಸಿದರು. ವೇದಿಕೆ ಕಾರ್ಯಕ್ರಮದಲ್ಲಿ ಗಣ್ಯರು ದೀಪ ಬೆಳಗಿಸಿ ಚಾಲನೆ ನೀಡಿದರು. bbox=[196, 264, 320, 293]
merevanige-green-box bbox=[442, 419, 599, 503]
photo-person-figure bbox=[540, 817, 557, 868]
school-col3 bbox=[496, 545, 596, 641]
photo-person-figure bbox=[367, 582, 379, 642]
